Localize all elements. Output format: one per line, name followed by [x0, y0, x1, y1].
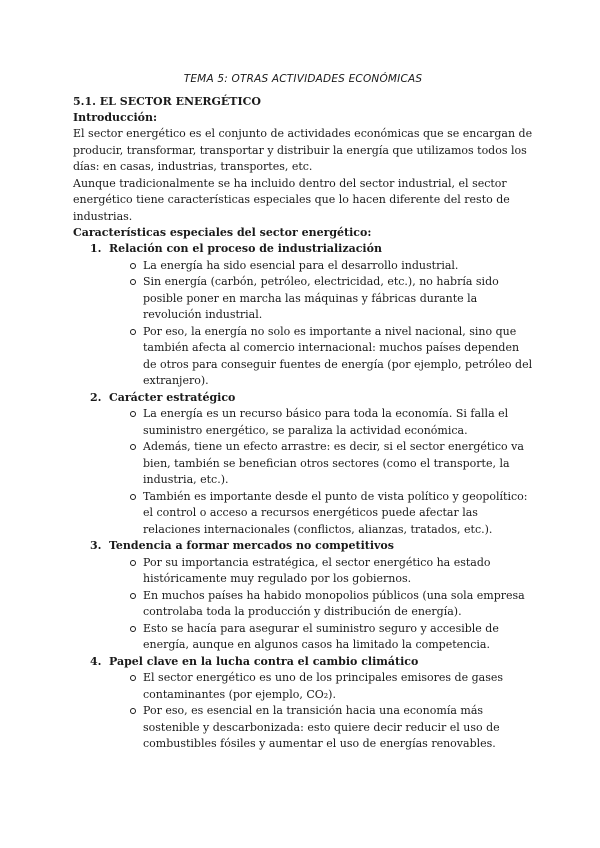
feature-item: [73, 390, 533, 539]
item-number: 4.: [90, 654, 102, 668]
bullet-text: La energía ha sido esencial para el desarrollo industrial.: [143, 258, 459, 272]
hollow-bullet-icon: [130, 708, 136, 714]
bullet-list: [109, 670, 533, 753]
document-page: [73, 71, 533, 753]
bullet-text: Además, tiene un efecto arrastre: es decir, si el sector energético va bien, también se benefician otros sectores (como el transporte, la industria, etc.).: [143, 440, 524, 486]
feature-item: [73, 654, 533, 753]
hollow-bullet-icon: [130, 560, 136, 566]
item-number: 3.: [90, 539, 102, 552]
bullet-list: [109, 406, 533, 538]
bullet-item: [109, 489, 533, 539]
item-title: Papel clave en la lucha contra el cambio climático: [109, 654, 419, 668]
bullet-text: En muchos países ha habido monopolios públicos (una sola empresa controlaba toda la producción y distribución de energía).: [143, 588, 525, 618]
item-number: 2.: [90, 390, 102, 404]
bullet-text: Sin energía (carbón, petróleo, electricidad, etc.), no habría sido posible poner en marcha las máquinas y fábricas durante la revolución industrial.: [143, 275, 499, 321]
hollow-bullet-icon: [130, 494, 136, 500]
hollow-bullet-icon: [130, 329, 136, 335]
hollow-bullet-icon: [130, 626, 136, 632]
item-title: Relación con el proceso de industrialización: [109, 242, 382, 255]
bullet-item: [109, 703, 533, 753]
bullet-item: [109, 258, 533, 275]
bullet-text: Por eso, la energía no solo es importante a nivel nacional, sino que también afecta al comercio internacional: muchos países dependen de otros para conseguir fuentes de energía (por ejemplo, petróleo del extranjero).: [143, 324, 533, 387]
bullet-text: Esto se hacía para asegurar el suministro seguro y accesible de energía, aunque en algunos casos ha limitado la competencia.: [143, 621, 499, 651]
hollow-bullet-icon: [130, 593, 136, 599]
section-heading: 5.1. EL SECTOR ENERGÉTICO: [73, 95, 261, 108]
item-title: Tendencia a formar mercados no competitivos: [109, 539, 394, 552]
intro-paragraph: Aunque tradicionalmente se ha incluido dentro del sector industrial, el sector energético tiene características especiales que lo hacen diferente del resto de industrias.: [73, 176, 510, 223]
bullet-text: También es importante desde el punto de vista político y geopolítico: el control o acceso a recursos energéticos puede afectar las relaciones internacionales (conflictos, alianzas, tratados, etc.).: [143, 489, 528, 536]
hollow-bullet-icon: [130, 263, 136, 269]
bullet-list: [109, 555, 533, 654]
bullet-text: La energía es un recurso básico para toda la economía. Si falla el suministro energético, se paraliza la actividad económica.: [143, 407, 509, 437]
bullet-item: [109, 588, 533, 621]
bullet-item: [109, 324, 533, 390]
bullet-item: [109, 439, 533, 489]
hollow-bullet-icon: [130, 279, 136, 285]
document-title: TEMA 5: OTRAS ACTIVIDADES ECONÓMICAS: [183, 73, 423, 85]
feature-item: [73, 538, 533, 654]
item-title: Carácter estratégico: [109, 390, 236, 404]
bullet-item: [109, 670, 533, 703]
bullet-text: El sector energético es uno de los principales emisores de gases contaminantes (por ejemplo, CO₂).: [143, 671, 503, 701]
features-list: [73, 241, 533, 753]
bullet-item: [109, 555, 533, 588]
item-number: 1.: [90, 242, 102, 255]
hollow-bullet-icon: [130, 411, 136, 417]
bullet-text: Por su importancia estratégica, el sector energético ha estado históricamente muy regulado por los gobiernos.: [143, 555, 491, 585]
hollow-bullet-icon: [130, 444, 136, 450]
bullet-item: [109, 406, 533, 439]
bullet-item: [109, 274, 533, 324]
bullet-text: Por eso, es esencial en la transición hacia una economía más sostenible y descarbonizada: esto quiere decir reducir el uso de combustibles fósiles y aumentar el uso de energías renovables.: [143, 704, 500, 750]
features-heading: Características especiales del sector energético:: [73, 226, 372, 239]
bullet-list: [109, 258, 533, 390]
bullet-item: [109, 621, 533, 654]
intro-heading: Introducción:: [73, 111, 158, 124]
intro-paragraph: El sector energético es el conjunto de actividades económicas que se encargan de producir, transformar, transportar y distribuir la energía que utilizamos todos los días: en casas, industrias, transportes, etc.: [73, 127, 533, 173]
hollow-bullet-icon: [130, 675, 136, 681]
feature-item: [73, 241, 533, 390]
